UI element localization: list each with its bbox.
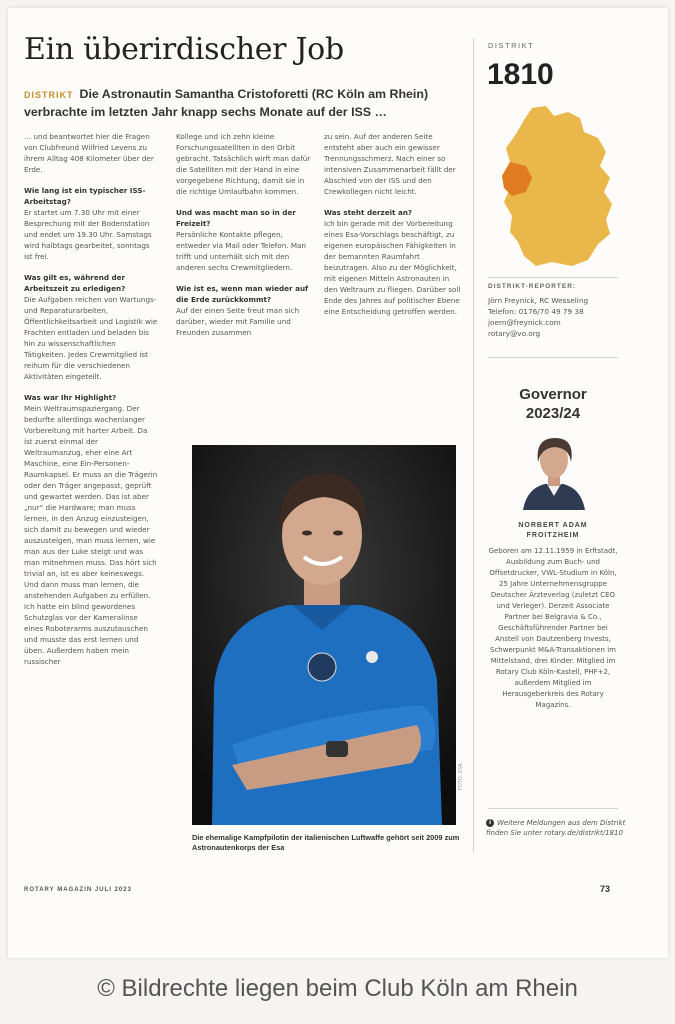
paragraph — [324, 131, 462, 197]
reporter-phone: Telefon: 0176/70 49 79 38 — [488, 307, 584, 316]
article-lead — [24, 86, 464, 121]
more-info — [486, 818, 626, 838]
reporter-email-2[interactable]: rotary@vo.org — [488, 329, 541, 338]
photo-credit: FOTO: ESA — [458, 763, 464, 790]
text-column-1 — [24, 131, 158, 861]
interview-question: Wie lang ist ein typischer ISS-Arbeitstag? — [24, 186, 146, 206]
reporter-label: DISTRIKT-REPORTER: — [488, 283, 577, 290]
governor-bio: Geboren am 12.11.1959 in Erftstadt, Ausbildung zum Buch- und Offsetdrucker, VWL-Studium in Köln, 25 Jahre Unternehmensgruppe Deutscher Ärzteverlag (zuletzt CEO und Verleger). Derzeit Associate Partner bei Belgravia & Co., Geschäftsführender Partner bei Anstell von Dautzenberg Invests, Schwerpunkt M&A-Transaktionen im Mittelstand, drei Kinder. Mitglied im Rotary Club Köln-Kastell, PHF+2, außerdem Mitglied im Herausgeberkreis des Rotary Magazins. — [488, 547, 618, 709]
reporter-name: Jörn Freynick, RC Wesseling — [488, 296, 589, 305]
interview-answer: Die Aufgaben reichen von Wartungs- und Reparaturarbeiten, Öffentlichkeitsarbeit und Logistik wie Frachten entladen und beladen bis hin zu wissenschaftlichen Tätigkeiten. Jedes Crewmitglied ist reihum für die verschiedenen Aktivitäten eingeteilt. — [24, 295, 158, 381]
footer-magazine: ROTARY MAGAZIN JULI 2023 — [24, 887, 132, 893]
interview-answer: Auf der einen Seite freut man sich darüber, wieder mit Familie und Freunden zusammen — [176, 306, 300, 337]
sidebar-divider — [488, 357, 618, 358]
interview-answer: Kollege und ich zehn kleine Forschungssatelliten in den Orbit gebracht. Tatsächlich wirft man dafür die Satelliten mit der Hand in eine vorgegebene Richtung, damit sie in die richtige Umlaufbahn kommen. — [176, 132, 311, 196]
interview-answer: Ich bin gerade mit der Vorbereitung eines Esa-Vorschlags beschäftigt, zu eigenen europäischen Fähigkeiten in der bemannten Raumfahrt beizutragen. Also zu der Möglichkeit, mit eigenen Mitteln Astronauten in den Weltraum zu fliegen. Darüber soll Ende des Jahres auf politischer Ebene eine Entscheidung getroffen werden. — [324, 219, 461, 316]
paragraph — [24, 185, 158, 262]
interview-answer: Mein Weltraumspaziergang. Der bedurfte allerdings wochenlanger Vorbereitung mit harter Arbeit. Da ist zuerst einmal der Weltraumanzug, eher eine Art Maschine, eine Ein-Personen-Raumkapsel. Er muss an die Trägerin oder den Träger angepasst, geprüft und gewartet werden. Das ist aber „nur“ die Hardware; man muss lernen, in den Anzug einzusteigen, sich damit zu bewegen und wieder auszusteigen, man muss lernen, wie man aus der Luke steigt und was man mitnehmen muss. Das hört sich trivial an, ist es aber keineswegs. Und dann muss man lernen, die anstehenden Aufgaben zu erfüllen. Ich hatte ein blind gewordenes Schutzglas vor der Kameralinse eines Roboterarms auszutauschen und musste das erst lernen und üben. Außerdem haben mein russischer — [24, 404, 158, 666]
interview-question: Und was macht man so in der Freizeit? — [176, 208, 296, 228]
copyright-notice: © Bildrechte liegen beim Club Köln am Rhein — [97, 975, 578, 1002]
paragraph — [176, 283, 314, 338]
kicker: DISTRIKT — [24, 90, 74, 100]
lead-text: Die Astronautin Samantha Cristoforetti (RC Köln am Rhein) verbrachte im letzten Jahr knapp sechs Monate auf der ISS … — [24, 87, 429, 119]
district-number: 1810 — [487, 58, 554, 91]
paragraph — [24, 392, 158, 667]
paragraph — [176, 207, 314, 273]
governor-name — [488, 521, 618, 541]
interview-answer: Er startet um 7.30 Uhr mit einer Besprechung mit der Bodenstation und endet um 19.30 Uhr. Samstags wird halbtags gearbeitet, sonntags ist frei. — [24, 208, 152, 261]
germany-map-icon — [488, 104, 616, 269]
governor-title-line2: 2023/24 — [525, 405, 581, 422]
sidebar-divider — [488, 808, 618, 809]
governor-title-line1: Governor — [519, 386, 587, 403]
sidebar-divider — [488, 277, 618, 278]
interview-question: Was war Ihr Highlight? — [24, 393, 117, 402]
governor-portrait — [519, 430, 589, 510]
interview-question: Wie ist es, wenn man wieder auf die Erde zurückkommt? — [176, 284, 309, 304]
interview-question: Was gilt es, während der Arbeitszeit zu erledigen? — [24, 273, 126, 293]
interview-question: Was steht derzeit an? — [324, 208, 413, 217]
more-link[interactable]: Weitere Meldungen aus dem Distrikt finden Sie unter rotary.de/distrikt/1810 — [486, 819, 626, 837]
interview-answer: zu sein. Auf der anderen Seite entsteht aber auch ein gewisser Trennungsschmerz. Nach einer so intensiven Zusammenarbeit fällt der Abschied von der ISS und den Crewkollegen nicht leicht. — [324, 132, 456, 196]
info-icon: i — [486, 819, 494, 827]
governor-name-line1: NORBERT ADAM — [518, 522, 588, 529]
paragraph — [24, 272, 158, 382]
paragraph — [176, 131, 314, 197]
photo-caption: Die ehemalige Kampfpilotin der italienischen Luftwaffe gehört seit 2009 zum Astronautenkorps der Esa — [192, 833, 460, 852]
column-divider — [473, 38, 474, 853]
reporter-info — [488, 295, 628, 339]
sidebar-label: DISTRIKT — [488, 41, 535, 50]
reporter-email[interactable]: joern@freynick.com — [488, 318, 561, 327]
page-number: 73 — [599, 884, 610, 894]
interview-answer: … und beantwortet hier die Fragen von Clubfreund Wilfried Levens zu ihrem Alltag 408 Kilometer über der Erde. — [24, 132, 154, 174]
paragraph — [324, 207, 462, 317]
text-column-2 — [176, 131, 314, 431]
article-title: Ein überirdischer Job — [24, 32, 344, 67]
paragraph — [24, 131, 158, 175]
text-column-3 — [324, 131, 462, 431]
governor-title — [488, 385, 618, 423]
astronaut-photo — [192, 445, 456, 825]
interview-answer: Persönliche Kontakte pflegen, entweder via Mail oder Telefon. Man trifft und unterhält sich mit den anderen sechs Crewmitgliedern. — [176, 230, 306, 272]
governor-name-line2: FROITZHEIM — [526, 532, 580, 539]
